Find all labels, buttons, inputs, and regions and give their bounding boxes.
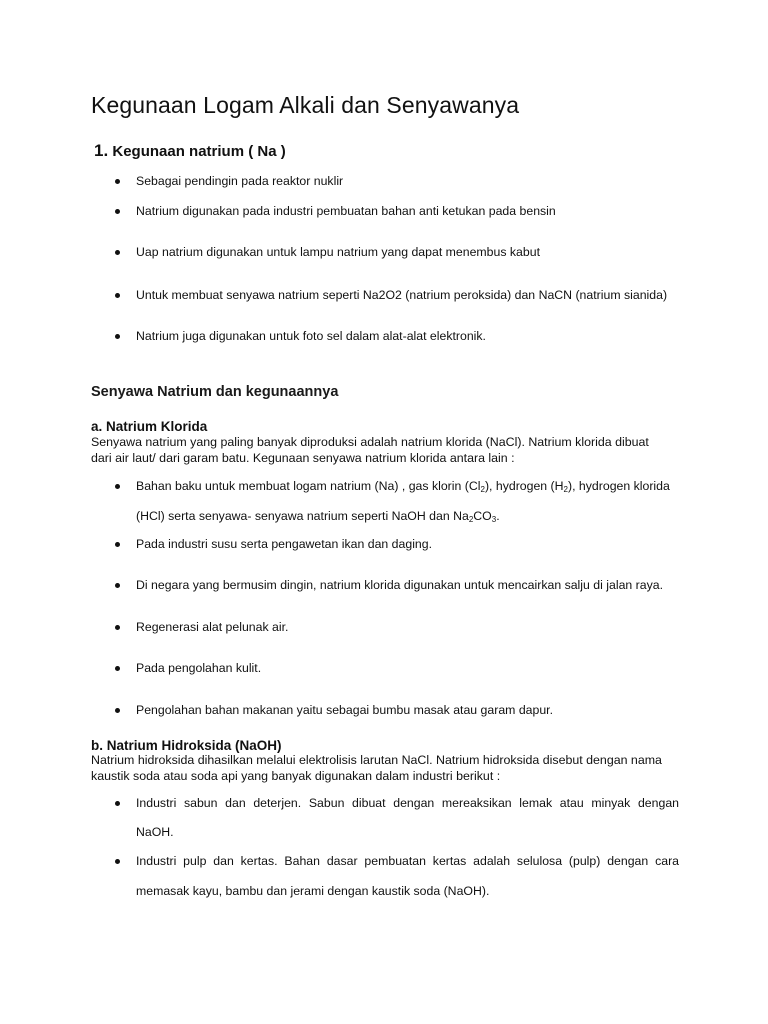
document-title: Kegunaan Logam Alkali dan Senyawanya	[91, 92, 520, 118]
list-item-text: Natrium digunakan pada industri pembuatan bahan anti ketukan pada bensin	[136, 204, 556, 218]
paragraph-line: Natrium hidroksida dihasilkan melalui elektrolisis larutan NaCl. Natrium hidroksida disebut dengan nama	[91, 753, 662, 767]
paragraph	[91, 435, 691, 466]
list-item-text: Sebagai pendingin pada reaktor nuklir	[136, 174, 344, 188]
paragraph-line: dari air laut/ dari garam batu. Kegunaan senyawa natrium klorida antara lain :	[91, 450, 515, 465]
list-item-text: Industri pulp dan kertas. Bahan dasar pembuatan kertas adalah selulosa (pulp) dengan cara	[136, 854, 679, 868]
text-segment: Bahan baku untuk membuat logam natrium (Na) , gas klorin (Cl	[136, 479, 481, 493]
list-item-text-continued: memasak kayu, bambu dan jerami dengan kaustik soda (NaOH).	[136, 884, 490, 898]
text-segment: CO	[473, 509, 492, 523]
subsection-heading-b: b. Natrium Hidroksida (NaOH)	[91, 738, 282, 753]
text-segment: ), hydrogen klorida	[568, 479, 670, 493]
subscript: 2	[480, 485, 485, 494]
list-item-text: Uap natrium digunakan untuk lampu natrium yang dapat menembus kabut	[136, 245, 540, 259]
subscript: 2	[563, 485, 568, 494]
list-item-text: Industri sabun dan deterjen. Sabun dibuat dengan mereaksikan lemak atau minyak dengan	[136, 796, 679, 810]
section-heading-text: Kegunaan natrium ( Na )	[112, 143, 286, 160]
list-item-text: Natrium juga digunakan untuk foto sel dalam alat-alat elektronik.	[136, 329, 486, 343]
paragraph	[91, 753, 691, 784]
section-heading-1	[94, 141, 286, 161]
paragraph-line: kaustik soda atau soda api yang banyak digunakan dalam industri berikut :	[91, 768, 501, 783]
list-item-text: Pada industri susu serta pengawetan ikan dan daging.	[136, 537, 433, 551]
section-number: 1.	[94, 141, 109, 160]
list-item-text	[136, 479, 679, 494]
list-item-text: Regenerasi alat pelunak air.	[136, 620, 289, 634]
list-item-text: Di negara yang bermusim dingin, natrium klorida digunakan untuk mencairkan salju di jalan raya.	[136, 578, 664, 592]
list-item-text: Pengolahan bahan makanan yaitu sebagai bumbu masak atau garam dapur.	[136, 703, 554, 717]
text-segment: (HCl) serta senyawa- senyawa natrium seperti NaOH dan Na	[136, 509, 469, 523]
list-item-text-continued	[136, 509, 679, 524]
text-segment: .	[496, 509, 500, 523]
text-segment: ), hydrogen (H	[484, 479, 564, 493]
subsection-heading-a: a. Natrium Klorida	[91, 419, 208, 434]
list-item-text: Untuk membuat senyawa natrium seperti Na2O2 (natrium peroksida) dan NaCN (natrium sianida)	[136, 288, 668, 302]
list-item-text-continued: NaOH.	[136, 825, 174, 839]
section-heading-2: Senyawa Natrium dan kegunaannya	[91, 384, 339, 400]
subscript: 3	[491, 515, 497, 524]
list-item-text: Pada pengolahan kulit.	[136, 661, 262, 675]
paragraph-line: Senyawa natrium yang paling banyak diproduksi adalah natrium klorida (NaCl). Natrium klorida dibuat	[91, 435, 649, 449]
subscript: 2	[468, 515, 474, 524]
